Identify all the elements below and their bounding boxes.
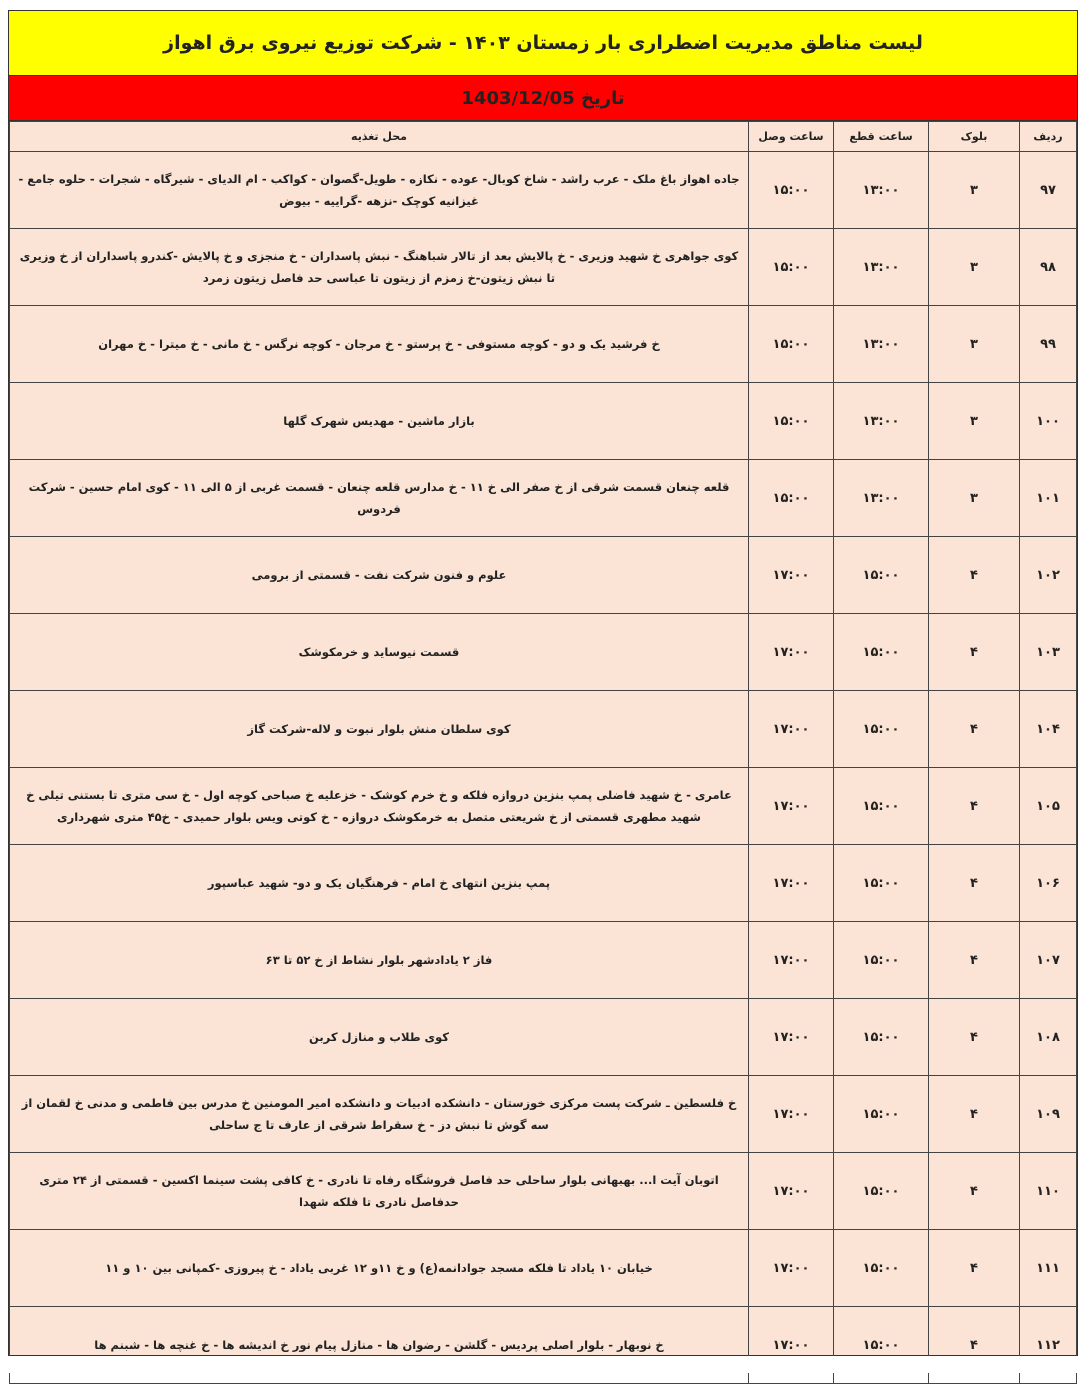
cut-time-cell: ۱۵:۰۰ — [834, 768, 929, 845]
row-number-cell: ۱۰۷ — [1020, 922, 1077, 999]
cut-time-cell: ۱۵:۰۰ — [834, 1076, 929, 1153]
location-cell: کوی سلطان منش بلوار نبوت و لاله-شرکت گاز — [10, 691, 749, 768]
cut-time-cell: ۱۵:۰۰ — [834, 1307, 929, 1384]
row-number-cell: ۱۱۱ — [1020, 1230, 1077, 1307]
row-number-cell: ۹۹ — [1020, 306, 1077, 383]
outage-schedule-sheet — [8, 10, 1078, 1356]
table-row — [10, 460, 1077, 537]
table-row — [10, 1153, 1077, 1230]
connect-time-cell: ۱۷:۰۰ — [749, 1230, 834, 1307]
row-number-cell: ۱۰۵ — [1020, 768, 1077, 845]
block-cell: ۴ — [929, 1153, 1020, 1230]
location-cell: بازار ماشین - مهدیس شهرک گلها — [10, 383, 749, 460]
block-cell: ۳ — [929, 306, 1020, 383]
location-cell: خیابان ۱۰ یاداد تا فلکه مسجد جوادانمه(ع) و خ ۱۱و ۱۲ غربی یاداد - خ پیروزی -کمپانی بین ۱۰ و ۱۱ — [10, 1230, 749, 1307]
row-number-cell: ۱۰۹ — [1020, 1076, 1077, 1153]
table-body — [10, 152, 1077, 1384]
connect-time-cell: ۱۷:۰۰ — [749, 1076, 834, 1153]
table-header-row — [10, 122, 1077, 152]
row-number-cell: ۱۱۰ — [1020, 1153, 1077, 1230]
table-row — [10, 1230, 1077, 1307]
row-number-cell: ۱۰۰ — [1020, 383, 1077, 460]
row-number-cell: ۱۰۴ — [1020, 691, 1077, 768]
block-cell: ۴ — [929, 922, 1020, 999]
connect-time-cell: ۱۷:۰۰ — [749, 845, 834, 922]
cut-time-cell: ۱۵:۰۰ — [834, 922, 929, 999]
connect-time-cell: ۱۷:۰۰ — [749, 537, 834, 614]
table-row — [10, 1076, 1077, 1153]
block-cell: ۴ — [929, 537, 1020, 614]
connect-time-cell: ۱۵:۰۰ — [749, 383, 834, 460]
block-cell: ۴ — [929, 614, 1020, 691]
connect-time-cell: ۱۷:۰۰ — [749, 1307, 834, 1384]
connect-time-cell: ۱۷:۰۰ — [749, 922, 834, 999]
cut-time-cell: ۱۵:۰۰ — [834, 614, 929, 691]
location-cell: خ فلسطین ـ شرکت پست مرکزی خوزستان - دانشکده ادبیات و دانشکده امیر المومنین خ مدرس بین فاطمی و مدنی خ لقمان از سه گوش تا نبش دز - خ سقراط شرقی از عارف تا ج ساحلی — [10, 1076, 749, 1153]
location-cell: کوی طلاب و منازل کربن — [10, 999, 749, 1076]
table-row — [10, 383, 1077, 460]
block-cell: ۳ — [929, 229, 1020, 306]
table-row — [10, 691, 1077, 768]
table-row — [10, 845, 1077, 922]
row-number-cell: ۱۱۲ — [1020, 1307, 1077, 1384]
cut-time-cell: ۱۵:۰۰ — [834, 999, 929, 1076]
cut-time-cell: ۱۵:۰۰ — [834, 537, 929, 614]
table-row — [10, 229, 1077, 306]
cut-time-cell: ۱۳:۰۰ — [834, 460, 929, 537]
page-bottom-margin — [8, 1356, 1078, 1373]
connect-time-cell: ۱۷:۰۰ — [749, 999, 834, 1076]
location-cell: خ فرشید یک و دو - کوچه مستوفی - خ پرستو - خ مرجان - کوچه نرگس - خ مانی - خ میترا - خ مهران — [10, 306, 749, 383]
table-row — [10, 999, 1077, 1076]
cut-time-cell: ۱۳:۰۰ — [834, 229, 929, 306]
table-row — [10, 768, 1077, 845]
table-row — [10, 306, 1077, 383]
connect-time-cell: ۱۷:۰۰ — [749, 1153, 834, 1230]
schedule-table — [9, 121, 1077, 1384]
location-cell: جاده اهواز باغ ملک - عرب راشد - شاخ کوبال- عوده - نکازه - طویل-گصوان - کواکب - ام الدیای - شیرگاه - شجرات - حلوه جامع - غیزانیه کوچک -نزهه -گراییه - بیوض — [10, 152, 749, 229]
connect-time-cell: ۱۵:۰۰ — [749, 229, 834, 306]
location-cell: قسمت نیوساید و خرمکوشک — [10, 614, 749, 691]
row-number-cell: ۱۰۶ — [1020, 845, 1077, 922]
block-cell: ۳ — [929, 152, 1020, 229]
location-cell: پمپ بنزین انتهای خ امام - فرهنگیان یک و دو- شهید عباسپور — [10, 845, 749, 922]
table-row — [10, 537, 1077, 614]
row-number-cell: ۱۰۲ — [1020, 537, 1077, 614]
location-cell: خ نوبهار - بلوار اصلی پردیس - گلشن - رضوان ها - منازل پیام نور خ اندیشه ها - خ غنچه ها - شبنم ها — [10, 1307, 749, 1384]
date-banner: تاریخ 1403/12/05 — [9, 76, 1077, 121]
header-row-number: ردیف — [1020, 122, 1077, 152]
row-number-cell: ۱۰۱ — [1020, 460, 1077, 537]
page-title: لیست مناطق مدیریت اضطراری بار زمستان ۱۴۰۳ - شرکت توزیع نیروی برق اهواز — [9, 11, 1077, 76]
row-number-cell: ۱۰۸ — [1020, 999, 1077, 1076]
connect-time-cell: ۱۷:۰۰ — [749, 691, 834, 768]
connect-time-cell: ۱۷:۰۰ — [749, 614, 834, 691]
block-cell: ۴ — [929, 1307, 1020, 1384]
cut-time-cell: ۱۳:۰۰ — [834, 306, 929, 383]
cut-time-cell: ۱۵:۰۰ — [834, 1153, 929, 1230]
location-cell: عامری - خ شهید فاضلی پمپ بنزین دروازه فلکه و خ خرم کوشک - خزعلیه خ صباحی کوچه اول - خ سی متری تا بستنی تیلی خ شهید مطهری قسمتی از خ شریعتی متصل به خرمکوشک دروازه - خ کوتی ویس بلوار حمیدی - خ۴۵ متری شهرداری — [10, 768, 749, 845]
cut-time-cell: ۱۳:۰۰ — [834, 152, 929, 229]
row-number-cell: ۹۸ — [1020, 229, 1077, 306]
block-cell: ۴ — [929, 999, 1020, 1076]
block-cell: ۴ — [929, 1230, 1020, 1307]
row-number-cell: ۱۰۳ — [1020, 614, 1077, 691]
location-cell: اتوبان آیت ا... بهبهانی بلوار ساحلی حد فاصل فروشگاه رفاه تا نادری - خ کافی پشت سینما اکسین - قسمتی از ۲۴ متری حدفاصل نادری تا فلکه شهدا — [10, 1153, 749, 1230]
header-cut-time: ساعت قطع — [834, 122, 929, 152]
row-number-cell: ۹۷ — [1020, 152, 1077, 229]
header-connect-time: ساعت وصل — [749, 122, 834, 152]
header-block: بلوک — [929, 122, 1020, 152]
cut-time-cell: ۱۵:۰۰ — [834, 1230, 929, 1307]
connect-time-cell: ۱۷:۰۰ — [749, 768, 834, 845]
location-cell: کوی جواهری خ شهید وزیری - خ پالایش بعد از تالار شباهنگ - نبش پاسداران - خ منجزی و خ پالایش -کندرو پاسداران از خ وزیری تا نبش زیتون-خ زمزم از زیتون تا عباسی حد فاصل زیتون زمرد — [10, 229, 749, 306]
location-cell: فاز ۲ یادادشهر بلوار نشاط از خ ۵۲ تا ۶۳ — [10, 922, 749, 999]
block-cell: ۴ — [929, 1076, 1020, 1153]
location-cell: قلعه چنعان قسمت شرقی از خ صفر الی خ ۱۱ - خ مدارس قلعه چنعان - قسمت غربی از ۵ الی ۱۱ - کوی امام حسین - شرکت فردوس — [10, 460, 749, 537]
block-cell: ۳ — [929, 460, 1020, 537]
connect-time-cell: ۱۵:۰۰ — [749, 152, 834, 229]
header-location: محل تغذیه — [10, 122, 749, 152]
block-cell: ۳ — [929, 383, 1020, 460]
block-cell: ۴ — [929, 845, 1020, 922]
location-cell: علوم و فنون شرکت نفت - قسمتی از برومی — [10, 537, 749, 614]
block-cell: ۴ — [929, 768, 1020, 845]
cut-time-cell: ۱۵:۰۰ — [834, 845, 929, 922]
table-row — [10, 614, 1077, 691]
cut-time-cell: ۱۵:۰۰ — [834, 691, 929, 768]
connect-time-cell: ۱۵:۰۰ — [749, 460, 834, 537]
cut-time-cell: ۱۳:۰۰ — [834, 383, 929, 460]
block-cell: ۴ — [929, 691, 1020, 768]
connect-time-cell: ۱۵:۰۰ — [749, 306, 834, 383]
table-row — [10, 922, 1077, 999]
table-row — [10, 152, 1077, 229]
